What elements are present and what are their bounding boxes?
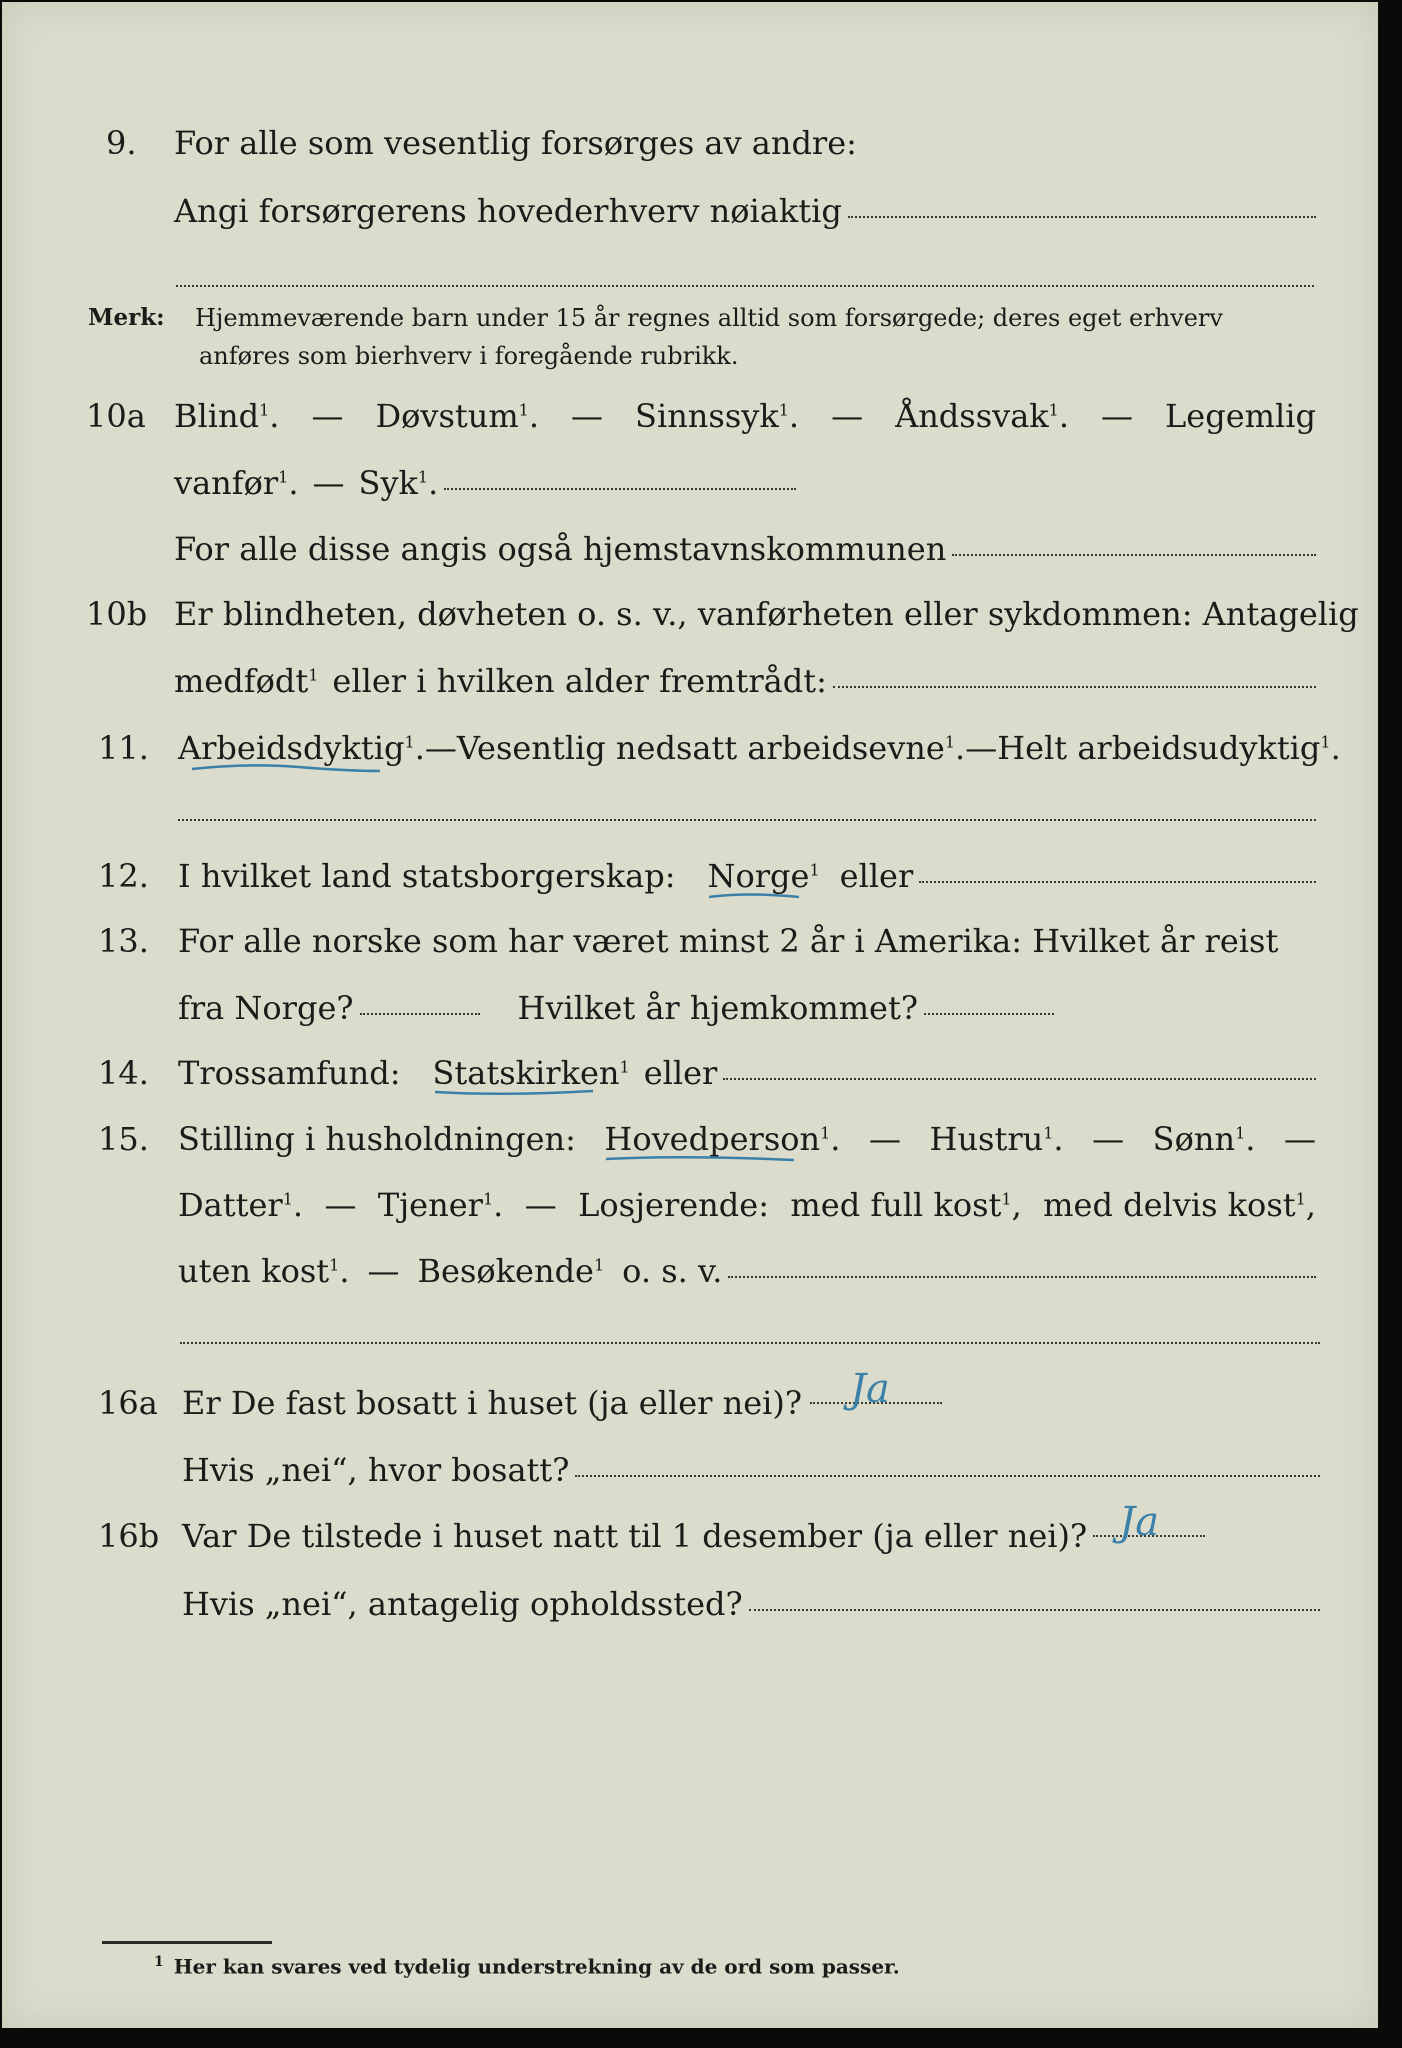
option-vesentlig-nedsatt[interactable]: Vesentlig nedsatt arbeidsevne$^1$. — [456, 729, 966, 767]
q16a-bosatt-answer-line[interactable] — [575, 1475, 1320, 1477]
dash: — — [1283, 1120, 1316, 1158]
q10a-line3-text: For alle disse angis også hjemstavnskommunen — [174, 530, 947, 568]
option-sinnssyk[interactable]: Sinnssyk$^1$. — [635, 397, 800, 435]
option-helt-arbeidsudyktig[interactable]: Helt arbeidsudyktig$^1$. — [997, 729, 1341, 767]
option-uten-kost[interactable]: uten kost$^1$. — [178, 1252, 350, 1290]
hjemkommet-year-answer-line[interactable] — [924, 1013, 1054, 1015]
option-hustru[interactable]: Hustru$^1$. — [929, 1120, 1064, 1158]
handwritten-underline — [178, 761, 388, 781]
q15-number: 15. — [98, 1120, 149, 1158]
q16b-line2-text: Hvis „nei“, antagelig opholdssted? — [182, 1585, 743, 1623]
merk-line1: Hjemmeværende barn under 15 år regnes alltid som forsørgede; deres eget erhverv — [195, 304, 1223, 332]
q16b-line1 — [182, 1499, 1205, 1555]
q13-number: 13. — [98, 922, 149, 960]
q13-line1: For alle norske som har været minst 2 år i Amerika: Hvilket år reist — [178, 922, 1279, 960]
q10b-number: 10b — [86, 595, 148, 633]
option-datter[interactable]: Datter$^1$. — [178, 1186, 304, 1224]
q16b-number: 16b — [98, 1517, 160, 1555]
q16b-handwritten-answer: Ja — [1119, 1499, 1160, 1545]
dash: — — [367, 1252, 400, 1290]
option-norge[interactable]: Norge$^1$ — [707, 857, 819, 895]
q14-answer-line[interactable] — [723, 1078, 1316, 1080]
q13-line2 — [178, 989, 1054, 1027]
footnote — [154, 1954, 900, 1979]
q13-hjemkommet-label: Hvilket år hjemkommet? — [517, 989, 918, 1027]
option-dovstum[interactable]: Døvstum$^1$. — [375, 397, 540, 435]
q9-answer-line[interactable] — [848, 216, 1316, 218]
dash: — — [424, 729, 457, 767]
q9-line1: For alle som vesentlig forsørges av andre: — [174, 124, 857, 162]
merk-line2: anføres som bierhverv i foregående rubrikk. — [199, 342, 739, 370]
q11-line — [178, 729, 1341, 767]
handwritten-underline — [433, 1086, 603, 1106]
q9-line2 — [174, 192, 1316, 230]
dash: — — [831, 397, 864, 435]
option-besokende[interactable]: Besøkende$^1$ — [417, 1252, 605, 1290]
q15-osv: o. s. v. — [622, 1252, 723, 1290]
option-sonn[interactable]: Sønn$^1$. — [1152, 1120, 1256, 1158]
q11-separator-line — [178, 819, 1316, 821]
q16a-line2 — [182, 1451, 1320, 1489]
q16b-line2 — [182, 1585, 1320, 1623]
q9-separator-line — [176, 285, 1314, 287]
q10b-answer-line[interactable] — [833, 686, 1316, 688]
footnote-text: Her kan svares ved tydelig understrekning av de ord som passer. — [173, 1954, 900, 1979]
handwritten-underline — [604, 1152, 804, 1172]
q10a-number: 10a — [86, 397, 146, 435]
q12-text: I hvilket land statsborgerskap: — [178, 857, 676, 895]
dash: — — [1092, 1120, 1125, 1158]
dash: — — [312, 464, 345, 502]
q14-number: 14. — [98, 1054, 149, 1092]
q10b-line2 — [174, 662, 1316, 700]
reist-year-answer-line[interactable] — [360, 1013, 480, 1015]
handwritten-underline — [707, 889, 807, 909]
q10b-line2-text: eller i hvilken alder fremtrådt: — [332, 662, 827, 700]
q10a-line3 — [174, 530, 1316, 568]
census-form-page — [2, 2, 1378, 2028]
q14-line — [178, 1054, 1316, 1092]
option-hovedperson[interactable]: Hovedperson$^1$. — [604, 1120, 840, 1158]
merk-label: Merk: — [88, 304, 165, 331]
q15-answer-line[interactable] — [728, 1276, 1316, 1278]
q12-line — [178, 857, 1316, 895]
q10b-line1: Er blindheten, døvheten o. s. v., vanførheten eller sykdommen: Antagelig — [174, 595, 1359, 633]
q12-number: 12. — [98, 857, 149, 895]
option-andssvak[interactable]: Åndssvak$^1$. — [895, 397, 1070, 435]
option-statskirken[interactable]: Statskirken$^1$ — [433, 1054, 630, 1092]
dash: — — [965, 729, 998, 767]
q16a-line1 — [182, 1366, 942, 1422]
q11-number: 11. — [98, 729, 149, 767]
dash: — — [571, 397, 604, 435]
option-arbeidsdyktig[interactable]: Arbeidsdyktig$^1$. — [178, 729, 425, 767]
q15-separator-line — [180, 1342, 1320, 1344]
q9-number: 9. — [106, 124, 137, 162]
option-legemlig[interactable]: Legemlig — [1165, 397, 1316, 435]
q10a-line2 — [174, 464, 796, 502]
q14-text: Trossamfund: — [178, 1054, 401, 1092]
q10a-line1 — [174, 397, 1316, 435]
q15-losjerende-label: Losjerende: — [578, 1186, 769, 1224]
option-blind[interactable]: Blind$^1$. — [174, 397, 280, 435]
q14-eller: eller — [643, 1054, 718, 1092]
option-syk[interactable]: Syk$^1$. — [358, 464, 439, 502]
option-medfodt[interactable]: medfødt$^1$ — [174, 662, 319, 700]
q15-text: Stilling i husholdningen: — [178, 1120, 576, 1158]
dash: — — [324, 1186, 357, 1224]
q16a-question: Er De fast bosatt i huset (ja eller nei)? — [182, 1384, 803, 1422]
q16a-handwritten-answer: Ja — [850, 1366, 890, 1412]
q16a-number: 16a — [98, 1384, 158, 1422]
q15-line3 — [178, 1252, 1316, 1290]
option-tjener[interactable]: Tjener$^1$. — [377, 1186, 504, 1224]
option-delvis-kost[interactable]: med delvis kost$^1$, — [1043, 1186, 1316, 1224]
footnote-rule — [102, 1941, 272, 1944]
dash: — — [869, 1120, 901, 1158]
q13-reist-label: fra Norge? — [178, 989, 354, 1027]
q9-line2-text: Angi forsørgerens hovederhverv nøiaktig — [174, 192, 842, 230]
q15-line2 — [178, 1186, 1316, 1224]
dash: — — [1101, 397, 1134, 435]
option-vanfor[interactable]: vanfør$^1$. — [174, 464, 299, 502]
q16b-question: Var De tilstede i huset natt til 1 desember (ja eller nei)? — [182, 1517, 1088, 1555]
dash: — — [311, 397, 344, 435]
option-full-kost[interactable]: med full kost$^1$, — [790, 1186, 1022, 1224]
dash: — — [524, 1186, 557, 1224]
q12-answer-line[interactable] — [919, 881, 1316, 883]
q12-eller: eller — [839, 857, 914, 895]
hjemstavnskommune-answer-line[interactable] — [952, 554, 1316, 556]
q15-line1 — [178, 1120, 1316, 1158]
footnote-mark: 1 — [154, 1954, 164, 1970]
q16a-line2-text: Hvis „nei“, hvor bosatt? — [182, 1451, 570, 1489]
q10a-syk-answer-line[interactable] — [444, 488, 796, 490]
q16b-opholdssted-answer-line[interactable] — [749, 1609, 1320, 1611]
